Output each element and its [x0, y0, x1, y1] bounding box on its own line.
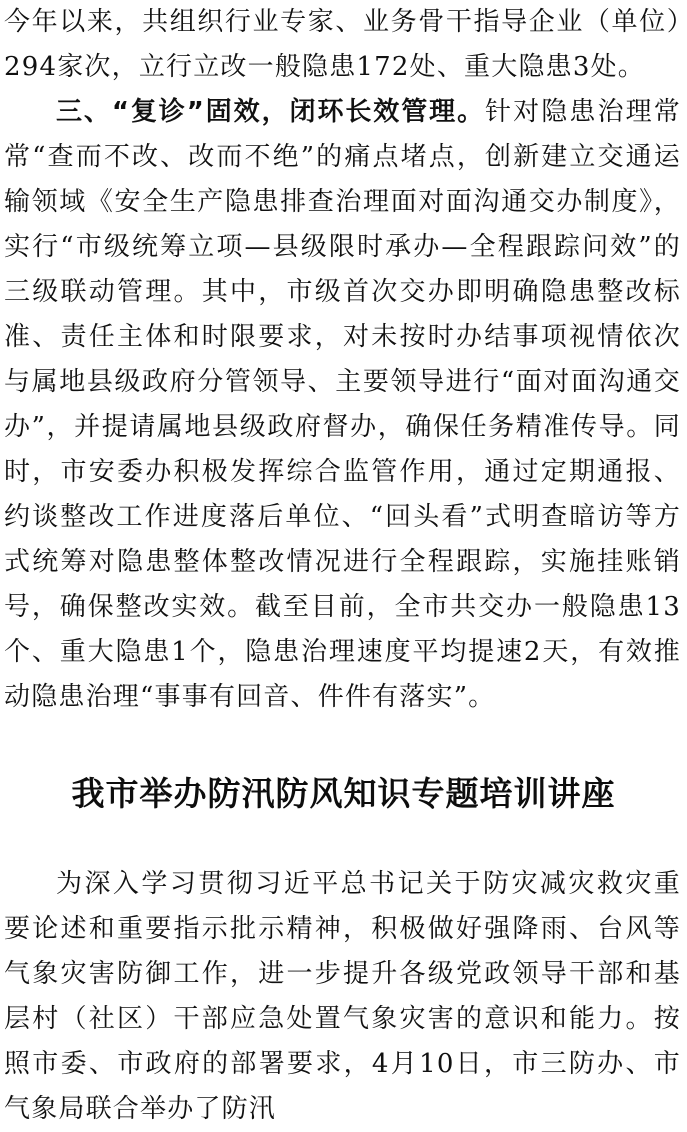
article-paragraph-1: 为深入学习贯彻习近平总书记关于防灾减灾救灾重要论述和重要指示批示精神，积极做好强降雨、台风等气象灾害防御工作，进一步提升各级党政领导干部和基层村（社区）干部应急处置气象灾害的意识和能力。按照市委、市政府的部署要求，4月10日，市三防办、市气象局联合举办了防汛 [4, 869, 681, 1124]
article-title: 我市举办防汛防风知识专题培训讲座 [71, 774, 616, 813]
paragraph-section-3 [0, 90, 687, 720]
section-3-body: 针对隐患治理常常“查而不改、改而不绝”的痛点堵点，创新建立交通运输领域《安全生产隐患排查治理面对面沟通交办制度》，实行“市级统筹立项—县级限时承办—全程跟踪问效”的三级联动管理。其中，市级首次交办即明确隐患整改标准、责任主体和时限要求，对未按时办结事项视情依次与属地县级政府分管领导、主要领导进行“面对面沟通交办”，并提请属地县级政府督办，确保任务精准传导。同时，市安委办积极发挥综合监管作用，通过定期通报、约谈整改工作进度落后单位、“回头看”式明查暗访等方式统筹对隐患整体整改情况进行全程跟踪，实施挂账销号，确保整改实效。截至目前，全市共交办一般隐患13个、重大隐患1个，隐患治理速度平均提速2天，有效推动隐患治理“事事有回音、件件有落实”。 [4, 97, 681, 712]
section-3-heading: 三、“复诊”固效，闭环长效管理。 [56, 97, 486, 127]
paragraph-continued: 今年以来，共组织行业专家、业务骨干指导企业（单位）294家次，立行立改一般隐患172处、重大隐患3处。 [4, 7, 681, 82]
